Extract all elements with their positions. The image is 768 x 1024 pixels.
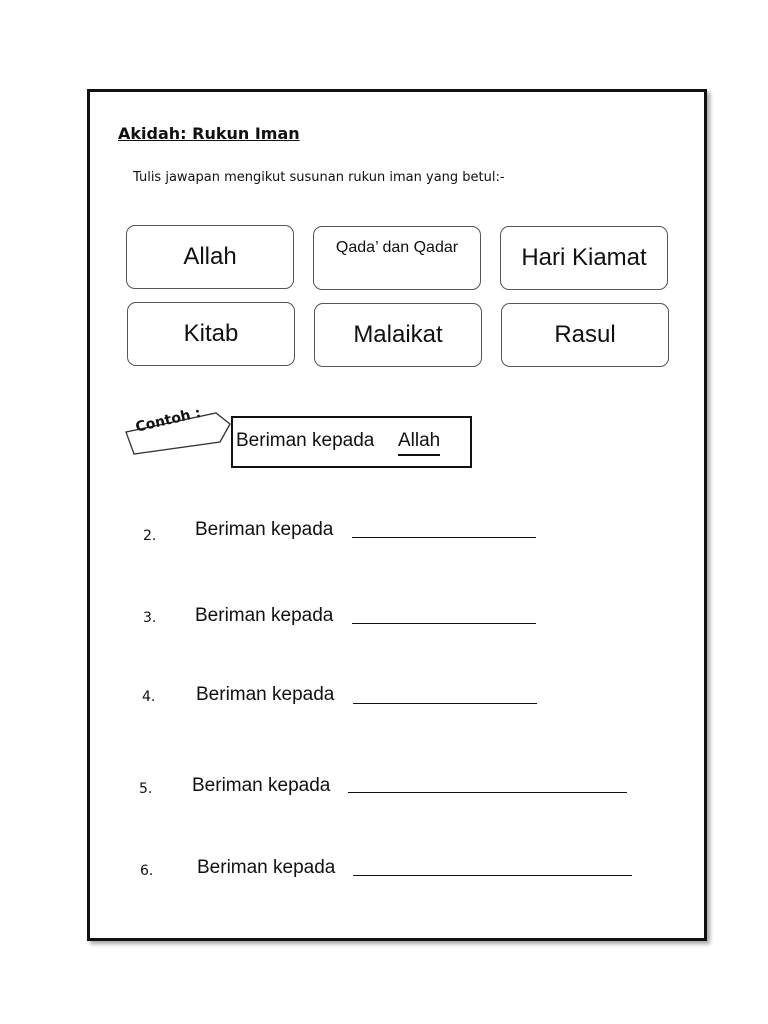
row-number: 2. [143, 528, 157, 544]
answer-blank-line[interactable] [348, 792, 627, 793]
row-number: 5. [139, 781, 153, 797]
option-label: Hari Kiamat [521, 244, 647, 271]
row-text: Beriman kepada [197, 857, 336, 878]
option-label: Allah [183, 243, 237, 270]
instruction-text: Tulis jawapan mengikut susunan rukun iman yang betul:- [133, 170, 505, 185]
answer-blank-line[interactable] [352, 623, 536, 624]
option-box-kitab [127, 302, 295, 366]
row-text: Beriman kepada [196, 684, 335, 705]
option-label: Malaikat [353, 321, 443, 348]
row-text: Beriman kepada [195, 605, 334, 626]
option-box-hari-kiamat [500, 226, 668, 290]
answer-blank-line[interactable] [352, 537, 536, 538]
option-label: Qada’ dan Qadar [335, 239, 459, 256]
option-box-qada-qadar [313, 226, 481, 290]
row-number: 4. [142, 689, 156, 705]
example-answer: Allah [398, 430, 440, 456]
worksheet-title: Akidah: Rukun Iman [118, 124, 300, 143]
answer-blank-line[interactable] [353, 875, 632, 876]
example-text: Beriman kepada [236, 430, 375, 451]
example-tag-label: Contoh : [134, 405, 203, 436]
row-text: Beriman kepada [192, 775, 331, 796]
option-box-allah [126, 225, 294, 289]
row-number: 3. [143, 610, 157, 626]
option-box-rasul [501, 303, 669, 367]
answer-blank-line[interactable] [353, 703, 537, 704]
option-box-malaikat [314, 303, 482, 367]
option-label: Kitab [183, 320, 239, 347]
row-text: Beriman kepada [195, 519, 334, 540]
row-number: 6. [140, 863, 154, 879]
option-label: Rasul [554, 321, 616, 348]
worksheet-page [87, 89, 707, 941]
